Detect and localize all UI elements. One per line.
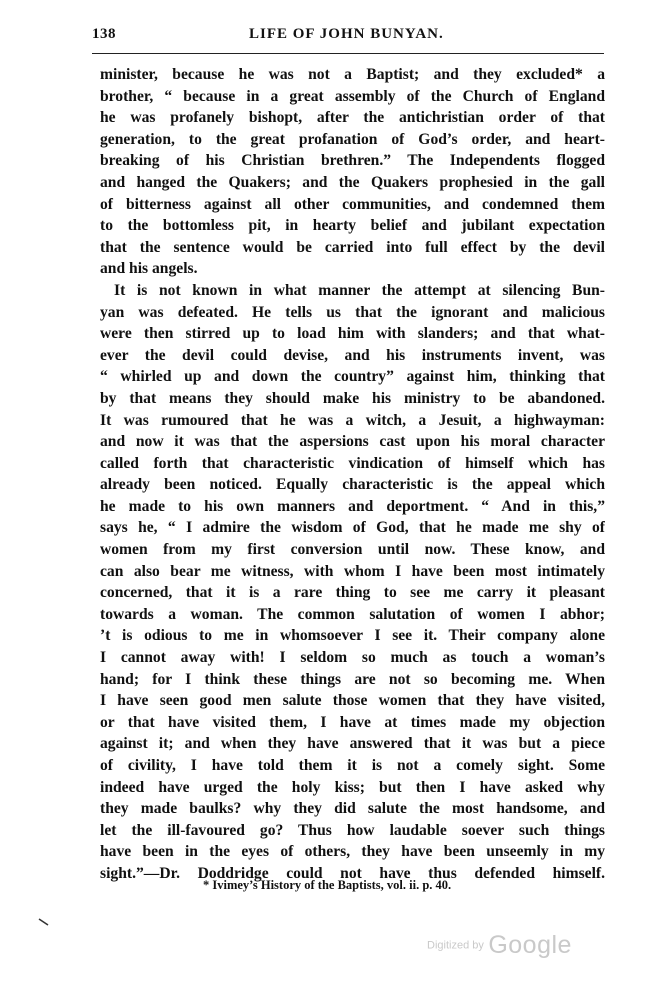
page-number: 138: [92, 26, 116, 42]
text-line: called forth that characteristic vindication of himself which has: [100, 454, 605, 472]
page-header: [92, 26, 602, 48]
text-line: It was rumoured that he was a witch, a Jesuit, a highwayman:: [100, 411, 605, 429]
text-line: to the bottomless pit, in hearty belief and jubilant expectation: [100, 217, 605, 235]
google-logo: Google: [488, 931, 572, 959]
text-line: and his angels.: [100, 260, 198, 278]
text-line: breaking of his Christian brethren.” The Independents flogged: [100, 152, 605, 170]
body-text: [100, 64, 605, 885]
text-line: I cannot away with! I seldom so much as touch a woman’s: [100, 649, 605, 667]
text-line: against it; and when they have answered that it was but a piece: [100, 735, 605, 753]
text-line: they made baulks? why they did salute the most handsome, and: [100, 800, 605, 818]
header-rule: [92, 53, 604, 54]
text-line: have been in the eyes of others, they have been unseemly in my: [100, 843, 605, 861]
text-line: and hanged the Quakers; and the Quakers prophesied in the gall: [100, 173, 605, 191]
text-line: “ whirled up and down the country” against him, thinking that: [100, 368, 605, 386]
text-line: he made to his own manners and deportment. “ And in this,”: [100, 497, 605, 515]
digitized-by-google-watermark: [427, 931, 572, 967]
text-line: that the sentence would be carried into full effect by the devil: [100, 238, 605, 256]
text-line: were then stirred up to load him with slanders; and that what-: [100, 325, 605, 343]
text-line: minister, because he was not a Baptist; and they excluded* a: [100, 66, 605, 83]
scan-speck-icon: [38, 918, 50, 926]
text-line: he was profanely bishopt, after the antichristian order of that: [100, 109, 605, 127]
text-line: hand; for I think these things are not so becoming me. When: [100, 670, 605, 688]
text-line: and now it was that the aspersions cast upon his moral character: [100, 433, 605, 451]
text-line: ever the devil could devise, and his instruments invent, was: [100, 346, 605, 364]
running-title: LIFE OF JOHN BUNYAN.: [249, 26, 444, 42]
text-line: women from my first conversion until now. These know, and: [100, 541, 605, 559]
watermark-prefix: Digitized by: [427, 939, 484, 952]
text-line: brother, “ because in a great assembly of the Church of England: [100, 87, 605, 105]
text-line: let the ill-favoured go? Thus how laudable soever such things: [100, 821, 605, 839]
text-line: yan was defeated. He tells us that the ignorant and malicious: [100, 303, 605, 321]
text-line: says he, “ I admire the wisdom of God, that he made me shy of: [100, 519, 605, 537]
text-line: indeed have urged the holy kiss; but then I have asked why: [100, 778, 605, 796]
text-line: I have seen good men salute those women that they have visited,: [100, 692, 605, 710]
text-line: concerned, that it is a rare thing to see me carry it pleasant: [100, 584, 605, 602]
text-line: ’t is odious to me in whomsoever I see it. Their company alone: [100, 627, 605, 645]
text-line: towards a woman. The common salutation of women I abhor;: [100, 605, 605, 623]
text-line: sight.”—Dr. Doddridge could not have thus defended himself.: [100, 864, 605, 882]
text-line: of civility, I have told them it is not a comely sight. Some: [100, 757, 605, 774]
text-line: of bitterness against all other communities, and condemned them: [100, 195, 605, 213]
text-line: generation, to the great profanation of God’s order, and heart-: [100, 130, 605, 148]
text-line: by that means they should make his ministry to be abandoned.: [100, 389, 605, 407]
footnote: * Ivimey’s History of the Baptists, vol. ii. p. 40.: [203, 878, 452, 892]
text-line: or that have visited them, I have at times made my objection: [100, 713, 605, 731]
text-line: can also bear me witness, with whom I have been most intimately: [100, 562, 605, 580]
text-line: already been noticed. Equally characteristic is the appeal which: [100, 476, 605, 494]
text-line: It is not known in what manner the attempt at silencing Bun-: [114, 281, 605, 299]
